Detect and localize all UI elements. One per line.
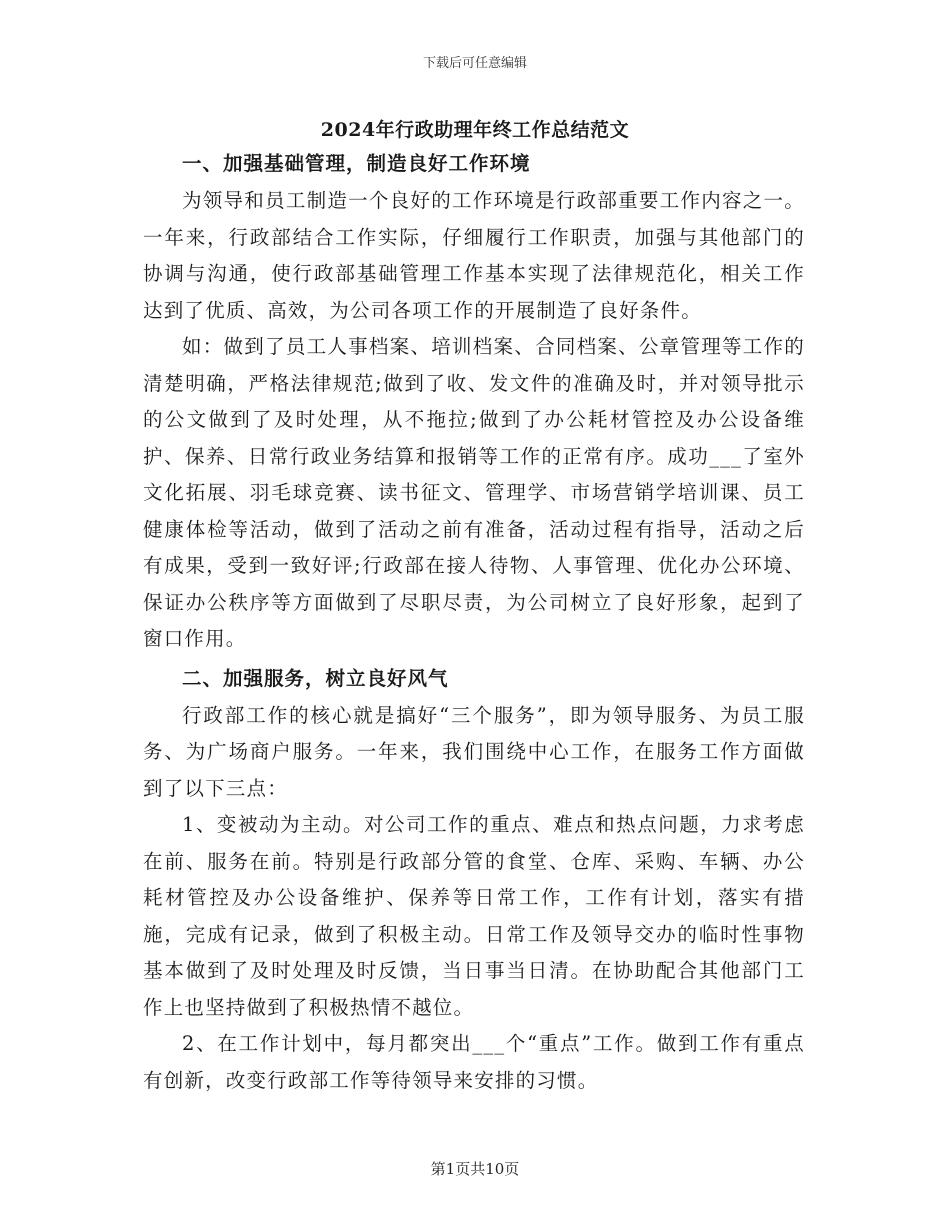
paragraph: 行政部工作的核心就是搞好“三个服务”，即为领导服务、为员工服务、为广场商户服务。一年来，我们围绕中心工作，在服务工作方面做到了以下三点： [143, 703, 805, 800]
paragraph: 如：做到了员工人事档案、培训档案、合同档案、公章管理等工作的清楚明确，严格法律规范;做到了收、发文件的准确及时，并对领导批示的公文做到了及时处理，从不拖拉;做到了办公耗材管控及办公设备维护、保养、日常行政业务结算和报销等工作的正常有序。成功___了室外文化拓展、羽毛球竞赛、读书征文、管理学、市场营销学培训课、员工健康体检等活动，做到了活动之前有准备，活动过程有指导，活动之后有成果，受到一致好评;行政部在接人待物、人事管理、优化办公环境、保证办公秩序等方面做到了尽职尽责，为公司树立了良好形象，起到了窗口作用。 [143, 335, 805, 650]
document-body [143, 145, 805, 1099]
header-note: 下载后可任意编辑 [422, 56, 527, 71]
section-heading-2: 二、加强服务，树立良好风气 [182, 666, 449, 690]
document-title: 2024年行政助理年终工作总结范文 [320, 119, 630, 141]
paragraph: 为领导和员工制造一个良好的工作环境是行政部重要工作内容之一。一年来，行政部结合工作实际，仔细履行工作职责，加强与其他部门的协调与沟通，使行政部基础管理工作基本实现了法律规范化，相关工作达到了优质、高效，为公司各项工作的开展制造了良好条件。 [143, 189, 805, 322]
section-heading-1: 一、加强基础管理，制造良好工作环境 [182, 152, 531, 175]
page-footer: 第1页共10页 [430, 1160, 520, 1178]
paragraph: 2、在工作计划中，每月都突出___个“重点”工作。做到工作有重点有创新，改变行政部工作等待领导来安排的习惯。 [143, 1032, 805, 1092]
paragraph: 1、变被动为主动。对公司工作的重点、难点和热点问题，力求考虑在前、服务在前。特别是行政部分管的食堂、仓库、采购、车辆、办公耗材管控及办公设备维护、保养等日常工作，工作有计划，落实有措施，完成有记录，做到了积极主动。日常工作及领导交办的临时性事物基本做到了及时处理及时反馈，当日事当日清。在协助配合其他部门工作上也坚持做到了积极热情不越位。 [143, 813, 805, 1019]
